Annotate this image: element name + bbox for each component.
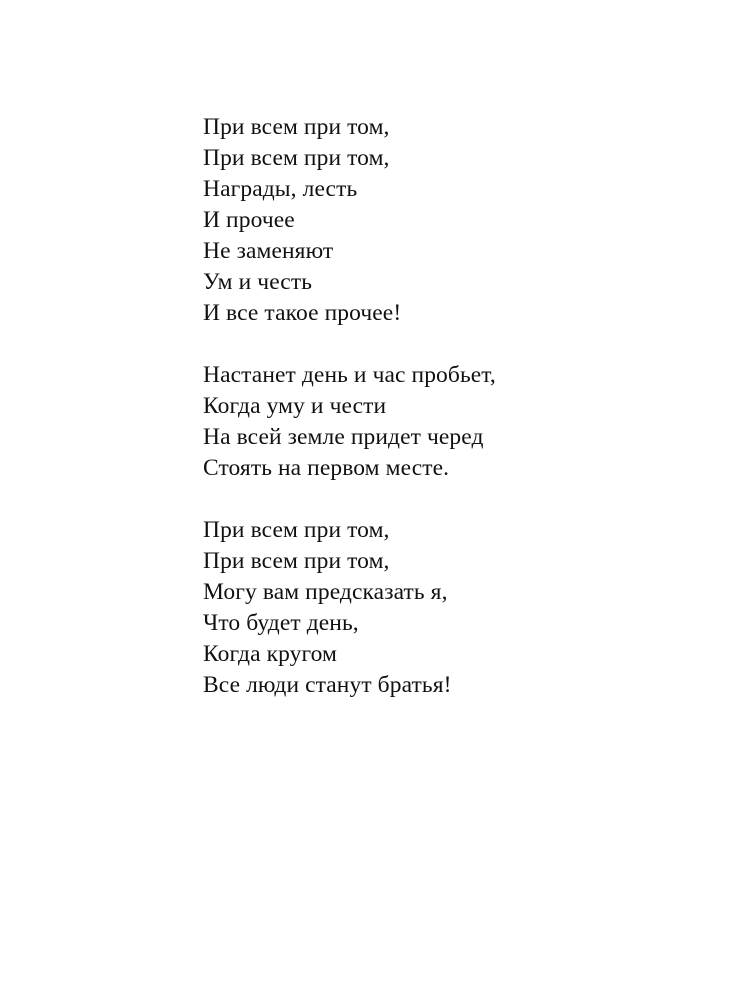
poem-line: При всем при том, [203, 548, 390, 574]
poem-line: И прочее [203, 207, 295, 233]
poem-text [203, 112, 703, 701]
poem-line: И все такое прочее! [203, 300, 402, 326]
poem-line: Не заменяют [203, 238, 334, 264]
poem-line: Когда кругом [203, 641, 338, 667]
poem-line: При всем при том, [203, 517, 390, 543]
stanza-2 [203, 360, 703, 484]
poem-line: На всей земле придет черед [203, 424, 484, 450]
stanza-1 [203, 112, 703, 329]
poem-line: Стоять на первом месте. [203, 455, 450, 481]
poem-line: Что будет день, [203, 610, 359, 636]
stanza-3 [203, 515, 703, 701]
poem-line: При всем при том, [203, 114, 390, 140]
poem-line: Ум и честь [203, 269, 313, 295]
poem-line: Когда уму и чести [203, 393, 387, 419]
poem-line: При всем при том, [203, 145, 390, 171]
poem-line: Все люди станут братья! [203, 672, 452, 698]
poem-line: Могу вам предсказать я, [203, 579, 448, 605]
poem-line: Награды, лесть [203, 176, 358, 202]
poem-line: Настанет день и час пробьет, [203, 362, 496, 388]
